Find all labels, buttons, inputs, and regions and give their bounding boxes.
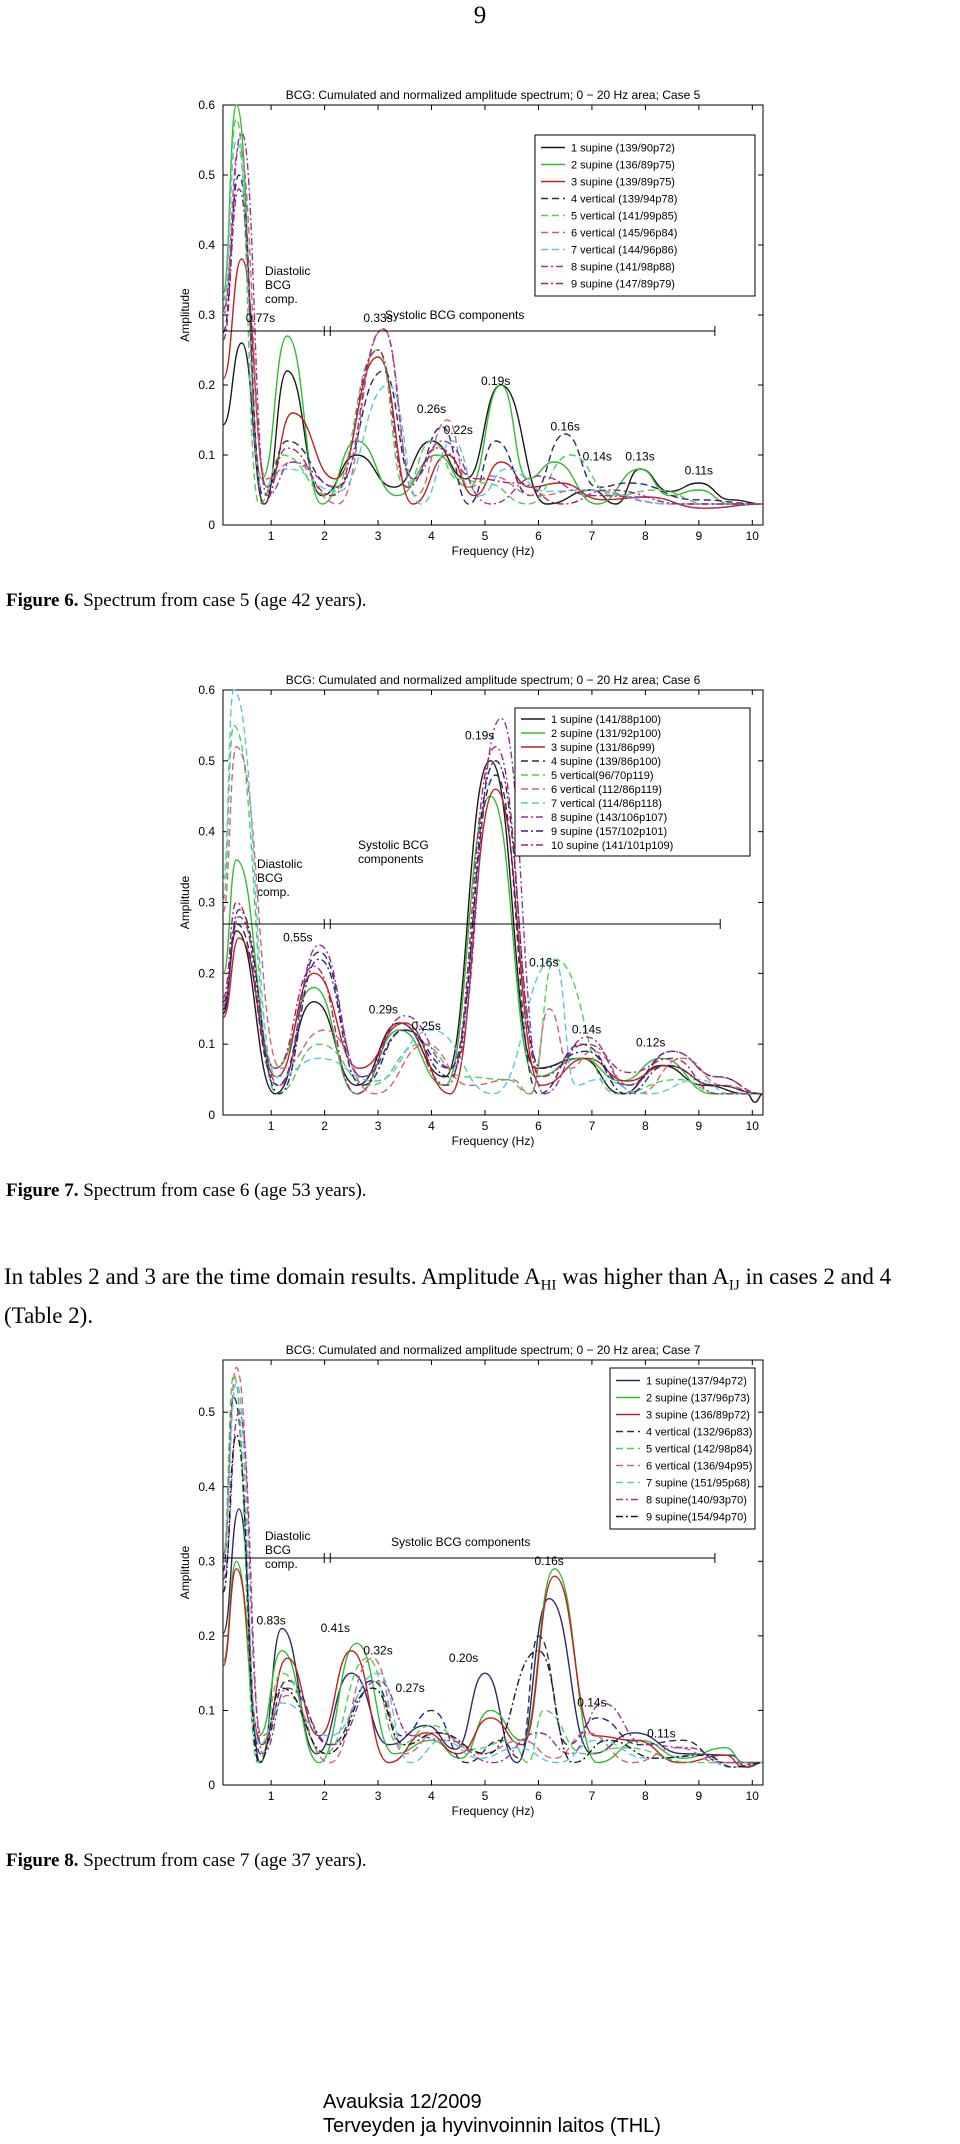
period-label: 0.33s (363, 311, 393, 325)
period-label: 0.11s (647, 1726, 676, 1741)
period-label: 0.11s (684, 463, 714, 478)
legend-entry: 1 supine (139/90p72) (571, 142, 675, 155)
y-tick-label: 0.2 (198, 378, 215, 392)
period-label: 0.27s (395, 1680, 425, 1695)
page-number: 9 (473, 2, 487, 29)
figure-7-caption-label: Figure 7. (6, 1180, 79, 1201)
legend-entry: 10 supine (141/101p109) (551, 840, 674, 852)
systolic-annotation: Systolic BCG components (385, 308, 525, 322)
x-tick-label: 3 (374, 1789, 382, 1803)
period-label: 0.32s (363, 1643, 393, 1658)
x-tick-label: 3 (374, 1119, 382, 1133)
figure-6-caption-label: Figure 6. (6, 590, 79, 611)
legend-entry: 3 supine (136/89p72) (646, 1409, 750, 1422)
period-label: 0.83s (256, 1613, 286, 1628)
x-tick-label: 2 (321, 1789, 328, 1803)
y-tick-label: 0.4 (198, 1479, 215, 1494)
x-tick-label: 5 (481, 1789, 489, 1803)
y-tick-label: 0.5 (198, 1405, 215, 1420)
paragraph-text-3: in cases 2 and 4 (Table 2). (4, 1264, 892, 1328)
x-tick-label: 9 (695, 529, 703, 543)
systolic-annotation: components (358, 852, 424, 866)
figure-7-chart (175, 670, 775, 1160)
period-label: 0.29s (368, 1002, 399, 1017)
period-label: 0.14s (571, 1022, 602, 1037)
diastolic-annotation: BCG (265, 1543, 292, 1557)
x-tick-label: 6 (535, 1119, 542, 1133)
y-tick-label: 0.4 (198, 238, 215, 252)
x-tick-label: 1 (267, 1119, 275, 1133)
x-tick-label: 4 (428, 1119, 435, 1133)
chart-svg (175, 1340, 775, 1830)
diastolic-annotation: comp. (257, 885, 290, 899)
period-label: 0.12s (636, 1035, 666, 1050)
y-tick-label: 0.3 (198, 308, 215, 322)
figure-6-caption (6, 590, 367, 612)
legend-entry: 9 supine (147/89p79) (571, 278, 675, 291)
period-label: 0.19s (464, 728, 495, 743)
x-tick-label: 10 (745, 529, 759, 543)
legend-entry: 1 supine(137/94p72) (646, 1375, 747, 1388)
chart-title: BCG: Cumulated and normalized amplitude spectrum; 0 − 20 Hz area; Case 7 (285, 1343, 701, 1357)
y-tick-label: 0.3 (198, 895, 215, 910)
legend-entry: 5 vertical (141/99p85) (571, 210, 678, 223)
x-tick-label: 2 (321, 1119, 328, 1133)
subscript-hi: HI (540, 1277, 557, 1294)
legend-entry: 4 vertical (132/96p83) (646, 1426, 753, 1439)
legend-entry: 9 supine (157/102p101) (551, 826, 668, 838)
legend-entry: 7 vertical (114/86p118) (551, 798, 662, 810)
y-axis-label: Amplitude (178, 288, 192, 342)
x-tick-label: 5 (481, 1119, 489, 1133)
diastolic-annotation: BCG (265, 278, 292, 292)
figure-8-chart (175, 1340, 775, 1830)
footer (323, 2090, 661, 2138)
x-tick-label: 5 (481, 529, 489, 543)
legend-entry: 2 supine (131/92p100) (551, 728, 662, 740)
y-tick-label: 0.3 (198, 1554, 215, 1569)
chart-title: BCG: Cumulated and normalized amplitude spectrum; 0 − 20 Hz area; Case 6 (285, 673, 701, 687)
x-axis-label: Frequency (Hz) (451, 544, 535, 558)
figure-6-chart (175, 85, 775, 565)
y-tick-label: 0.1 (198, 1037, 215, 1052)
y-tick-label: 0.2 (198, 966, 215, 981)
y-axis-label: Amplitude (178, 1545, 192, 1600)
period-label: 0.19s (480, 374, 511, 388)
period-label: 0.13s (625, 449, 655, 464)
y-axis-label: Amplitude (178, 875, 192, 930)
x-tick-label: 3 (374, 529, 382, 543)
x-axis-label: Frequency (Hz) (451, 1804, 535, 1818)
series-line (223, 1569, 763, 1767)
x-tick-label: 1 (267, 529, 275, 543)
body-paragraph (4, 1262, 954, 1330)
y-tick-label: 0 (208, 1108, 215, 1122)
legend-entry: 9 supine(154/94p70) (646, 1511, 747, 1524)
y-tick-label: 0 (208, 518, 215, 532)
diastolic-annotation: Diastolic (265, 1529, 311, 1543)
period-label: 0.16s (534, 1554, 564, 1569)
x-tick-label: 1 (267, 1789, 275, 1803)
period-label: 0.16s (529, 955, 559, 970)
y-tick-label: 0.6 (198, 98, 215, 112)
y-tick-label: 0.6 (198, 683, 215, 697)
y-tick-label: 0.2 (198, 1628, 215, 1643)
y-tick-label: 0.5 (198, 753, 215, 768)
x-tick-label: 8 (642, 1119, 649, 1133)
legend-entry: 4 supine (139/86p100) (551, 756, 662, 768)
period-label: 0.22s (443, 423, 473, 437)
period-label: 0.16s (550, 419, 580, 434)
legend-entry: 8 supine(140/93p70) (646, 1494, 747, 1507)
diastolic-annotation: Diastolic (257, 857, 303, 871)
x-tick-label: 4 (428, 529, 435, 543)
x-axis-label: Frequency (Hz) (451, 1134, 535, 1148)
x-tick-label: 7 (588, 1119, 596, 1133)
figure-8-caption-text: Spectrum from case 7 (age 37 years). (78, 1850, 367, 1871)
x-tick-label: 10 (745, 1119, 759, 1133)
systolic-annotation: Systolic BCG (358, 838, 429, 852)
x-tick-label: 10 (745, 1789, 759, 1803)
legend-entry: 8 supine (143/106p107) (551, 812, 668, 824)
series-line (223, 1561, 763, 1762)
y-tick-label: 0.5 (198, 168, 215, 182)
period-label: 0.14s (577, 1695, 607, 1710)
subscript-ij: IJ (728, 1277, 740, 1294)
legend-entry: 2 supine (137/96p73) (646, 1392, 750, 1405)
paragraph-text-1: In tables 2 and 3 are the time domain results. Amplitude A (4, 1264, 541, 1289)
period-label: 0.20s (448, 1650, 479, 1665)
y-tick-label: 0.1 (198, 1703, 215, 1718)
diastolic-annotation: Diastolic (265, 264, 311, 278)
x-tick-label: 6 (535, 1789, 542, 1803)
chart-svg (175, 670, 775, 1160)
legend-entry: 7 vertical (144/96p86) (571, 244, 678, 257)
period-label: 0.25s (411, 1019, 441, 1033)
y-tick-label: 0.4 (198, 824, 215, 839)
legend-entry: 7 supine (151/95p68) (646, 1477, 750, 1490)
chart-title: BCG: Cumulated and normalized amplitude spectrum; 0 − 20 Hz area; Case 5 (285, 88, 701, 102)
x-tick-label: 9 (695, 1119, 703, 1133)
figure-7-caption (6, 1180, 367, 1202)
legend-entry: 5 vertical (142/98p84) (646, 1443, 753, 1456)
paragraph-text-2: was higher than A (556, 1264, 729, 1289)
legend-entry: 3 supine (131/86p99) (551, 742, 655, 754)
legend-entry: 5 vertical(96/70p119) (551, 770, 654, 782)
x-tick-label: 8 (642, 1789, 649, 1803)
x-tick-label: 7 (588, 1789, 596, 1803)
diastolic-annotation: comp. (265, 1557, 298, 1571)
x-tick-label: 9 (695, 1789, 703, 1803)
figure-8-caption (6, 1850, 367, 1872)
figure-6-caption-text: Spectrum from case 5 (age 42 years). (78, 590, 367, 611)
legend-entry: 6 vertical (112/86p119) (551, 784, 662, 796)
x-tick-label: 4 (428, 1789, 435, 1803)
x-tick-label: 2 (321, 529, 328, 543)
chart-svg (175, 85, 775, 565)
diastolic-annotation: comp. (265, 292, 298, 306)
diastolic-annotation: BCG (257, 871, 284, 885)
figure-7-caption-text: Spectrum from case 6 (age 53 years). (78, 1180, 367, 1201)
legend-entry: 3 supine (139/89p75) (571, 176, 675, 189)
x-tick-label: 7 (588, 529, 596, 543)
y-tick-label: 0 (208, 1778, 215, 1792)
legend-entry: 2 supine (136/89p75) (571, 159, 675, 172)
footer-line-2: Terveyden ja hyvinvoinnin laitos (THL) (323, 2115, 661, 2137)
period-label: 0.26s (416, 402, 447, 416)
legend-entry: 6 vertical (136/94p95) (646, 1460, 753, 1473)
systolic-annotation: Systolic BCG components (391, 1535, 531, 1549)
period-label: 0.14s (582, 449, 612, 464)
footer-line-1: Avauksia 12/2009 (323, 2091, 482, 2113)
period-label: 0.55s (283, 930, 313, 945)
period-label: 0.41s (320, 1621, 350, 1636)
legend-entry: 6 vertical (145/96p84) (571, 227, 678, 240)
period-label: 0.77s (245, 311, 276, 325)
figure-8-caption-label: Figure 8. (6, 1850, 79, 1871)
y-tick-label: 0.1 (198, 448, 215, 462)
legend-entry: 8 supine (141/98p88) (571, 261, 675, 274)
legend-entry: 1 supine (141/88p100) (551, 714, 662, 726)
x-tick-label: 6 (535, 529, 542, 543)
x-tick-label: 8 (642, 529, 649, 543)
legend-entry: 4 vertical (139/94p78) (571, 193, 678, 206)
